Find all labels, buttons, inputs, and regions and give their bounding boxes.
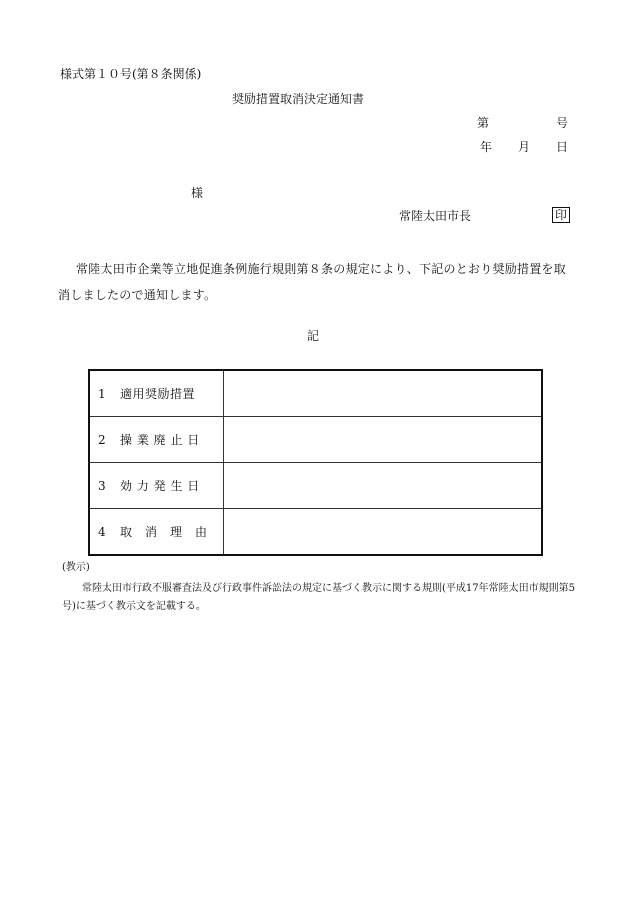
- item-value-cell[interactable]: [224, 509, 543, 556]
- item-label-cell: [89, 417, 224, 463]
- table-row: [89, 463, 542, 509]
- item-label: 操 業 廃 止 日: [120, 433, 200, 447]
- item-number: 2: [98, 433, 106, 447]
- item-label: 効 力 発 生 日: [120, 479, 200, 493]
- reference-number-prefix: 第: [477, 116, 490, 130]
- notice-heading: (教示): [62, 562, 90, 573]
- document-title: 奨励措置取消決定通知書: [232, 92, 365, 106]
- item-label: 取 消 理 由: [120, 525, 208, 539]
- item-value-cell[interactable]: [224, 463, 543, 509]
- date-month-label: 月: [518, 140, 531, 154]
- item-value-cell[interactable]: [224, 417, 543, 463]
- table-row: [89, 370, 542, 417]
- item-number: 1: [98, 387, 106, 401]
- notice-text: 常陸太田市行政不服審査法及び行政事件訴訟法の規定に基づく教示に関する規則(平成17年常陸太田市規則第5号)に基づく教示文を記載する。: [62, 583, 575, 612]
- item-label: 適用奨励措置: [120, 387, 196, 401]
- sender-name: 常陸太田市長: [399, 209, 472, 223]
- item-value-cell[interactable]: [224, 370, 543, 417]
- item-label-cell: [89, 370, 224, 417]
- item-label-cell: [89, 509, 224, 556]
- ki-heading: 記: [307, 329, 320, 343]
- table-row: [89, 509, 542, 556]
- reference-number-suffix: 号: [556, 116, 569, 130]
- item-number: 3: [98, 479, 106, 493]
- date-day-label: 日: [556, 140, 569, 154]
- item-label-cell: [89, 463, 224, 509]
- date-year-label: 年: [480, 140, 493, 154]
- seal-stamp-box: 印: [552, 207, 570, 223]
- addressee-honorific: 様: [191, 186, 204, 200]
- table-row: [89, 417, 542, 463]
- body-paragraph: 常陸太田市企業等立地促進条例施行規則第８条の規定により、下記のとおり奨励措置を取消しましたので通知します。: [58, 262, 567, 302]
- form-number: 様式第１０号(第８条関係): [60, 67, 202, 81]
- items-table: [88, 369, 543, 556]
- item-number: 4: [98, 525, 106, 539]
